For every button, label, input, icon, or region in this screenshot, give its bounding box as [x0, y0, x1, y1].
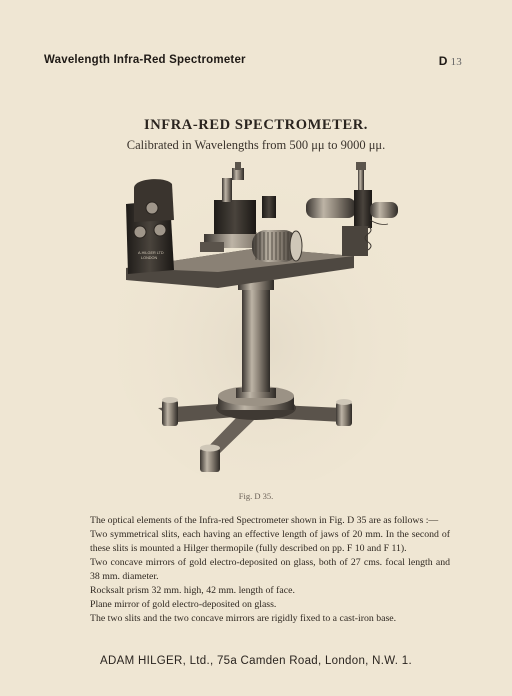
page-subtitle: Calibrated in Wavelengths from 500 μμ to 9000 μμ.	[126, 138, 386, 152]
paragraph-slits: Two symmetrical slits, each having an effective length of jaws of 20 mm. In the second of these slits is mounted a Hilger thermopile (fully described on pp. F 10 and F 11).	[90, 529, 450, 554]
page-title: INFRA-RED SPECTROMETER.	[143, 117, 369, 133]
paragraph-concave-mirrors: Two concave mirrors of gold electro-deposited on glass, both of 27 cms. focal length and 38 mm. diameter.	[90, 557, 450, 582]
page-number-value: 13	[450, 56, 462, 68]
paragraph-intro: The optical elements of the Infra-red Spectrometer shown in Fig. D 35 are as follows :—	[90, 515, 439, 526]
description-text	[90, 514, 450, 626]
left-slit-housing	[126, 179, 174, 274]
paragraph-base: The two slits and the two concave mirrors are rigidly fixed to a cast-iron base.	[90, 613, 397, 624]
spectrometer-illustration	[118, 160, 408, 480]
figure-caption: Fig. D 35.	[238, 491, 274, 501]
page-number	[439, 54, 462, 68]
tangent-screw-drum	[252, 230, 302, 262]
running-head	[44, 54, 462, 66]
maker-plate-line-2: LONDON	[141, 256, 158, 260]
publisher-footer: ADAM HILGER, Ltd., 75a Camden Road, London, N.W. 1.	[100, 655, 412, 667]
paragraph-prism: Rocksalt prism 32 mm. high, 42 mm. length of face.	[90, 585, 295, 596]
pillar-column	[236, 270, 276, 398]
page-letter: D	[438, 54, 448, 68]
paragraph-plane-mirror: Plane mirror of gold electro-deposited on glass.	[90, 599, 277, 610]
maker-plate-line-1: A.HILGER LTD	[138, 251, 164, 255]
running-title: Wavelength Infra-Red Spectrometer	[44, 54, 246, 66]
